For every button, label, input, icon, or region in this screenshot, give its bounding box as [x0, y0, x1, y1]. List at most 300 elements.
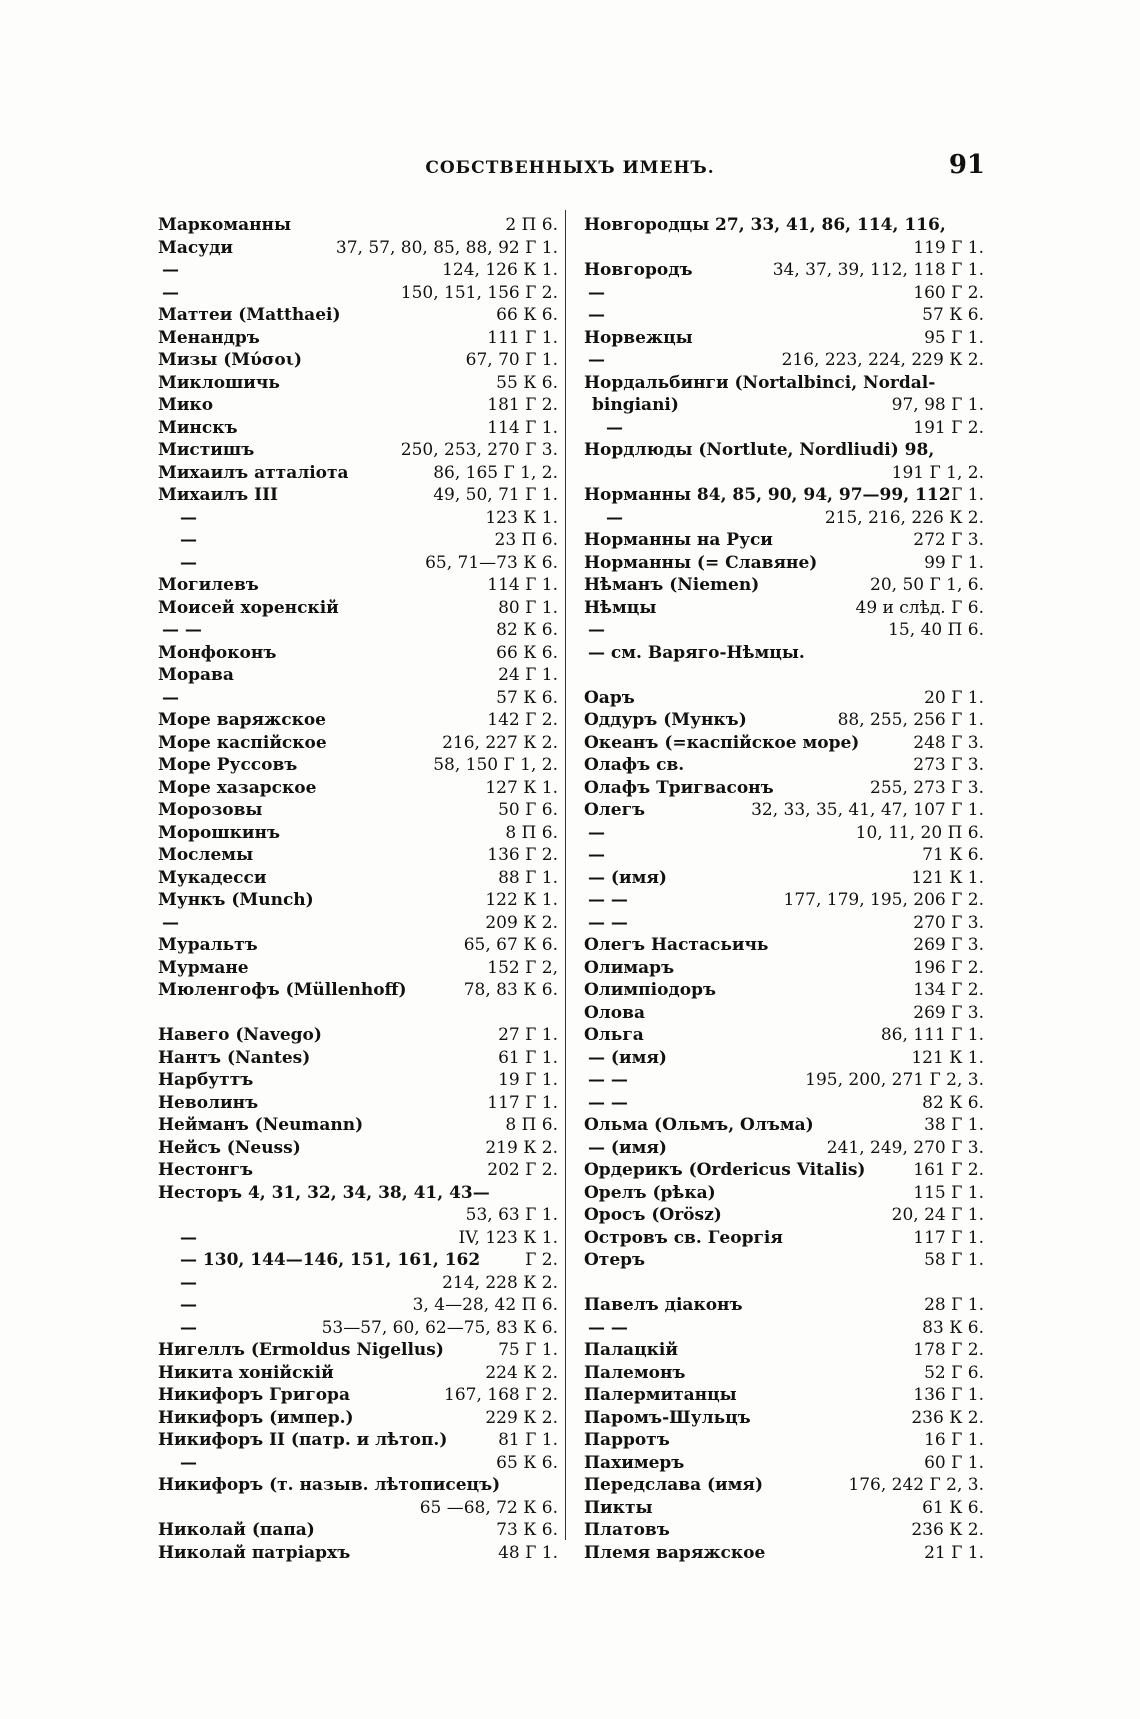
entry-reference: 58, 150 Г 1, 2. [433, 755, 558, 775]
entry-reference: 83 К 6. [922, 1317, 984, 1338]
entry-name: Мослемы [158, 845, 254, 865]
index-entry [158, 282, 558, 305]
entry-reference: 191 Г 2. [913, 417, 984, 438]
entry-reference: 55 К 6. [496, 372, 558, 393]
entry-name: Олегъ [584, 800, 646, 820]
entry-reference: 65 К 6. [496, 1452, 558, 1473]
entry-reference: 32, 33, 35, 41, 47, 107 Г 1. [751, 800, 984, 820]
entry-name: — [180, 552, 197, 573]
index-entry [584, 619, 984, 642]
column-divider [565, 210, 566, 1540]
entry-name: Море Руссовъ [158, 755, 298, 775]
entry-name: Нантъ (Nantes) [158, 1047, 311, 1068]
entry-name: Морозовы [158, 800, 263, 820]
entry-name: Нордальбинги (Nortalbinci, Nordal- [584, 372, 936, 393]
entry-name: Передслава (имя) [584, 1475, 764, 1495]
entry-reference: 269 Г 3. [913, 1002, 984, 1023]
entry-name: — [162, 260, 179, 280]
entry-name: Неволинъ [158, 1092, 259, 1113]
entry-reference: 66 К 6. [496, 642, 558, 663]
entry-reference: 57 К 6. [496, 687, 558, 708]
entry-reference: 114 Г 1. [487, 417, 558, 438]
index-entry [158, 237, 558, 260]
entry-reference: 127 К 1. [485, 777, 558, 798]
index-entry [584, 822, 984, 845]
entry-name: Нейсъ (Neuss) [158, 1137, 301, 1158]
index-entry [584, 1069, 984, 1092]
index-entry [584, 1092, 984, 1115]
running-head: СОБСТВЕННЫХЪ ИМЕНЪ. [425, 158, 715, 178]
entry-name: Нордлюды (Nortlute, Nordliudi) 98, [584, 440, 935, 460]
entry-name: Море каспійское [158, 732, 327, 753]
entry-reference: 58 Г 1. [924, 1250, 984, 1270]
entry-reference: 178 Г 2. [913, 1340, 984, 1360]
entry-reference: 23 П 6. [494, 530, 558, 550]
entry-name: Палемонъ [584, 1362, 686, 1383]
index-entry [584, 1114, 984, 1137]
index-entry [158, 574, 558, 597]
entry-reference: 136 Г 1. [913, 1385, 984, 1405]
entry-name: — [162, 912, 179, 933]
index-entry [158, 1384, 558, 1407]
index-entry [584, 1317, 984, 1340]
index-entry [584, 844, 984, 867]
index-entry [584, 1474, 984, 1497]
entry-name: Пахимеръ [584, 1452, 685, 1473]
index-entry [584, 934, 984, 957]
index-entry [158, 1092, 558, 1115]
index-entry [584, 349, 984, 372]
entry-name: Пикты [584, 1497, 653, 1518]
entry-name: Маттеи (Matthaei) [158, 305, 341, 325]
entry-name: — [588, 822, 605, 843]
entry-reference: 37, 57, 80, 85, 88, 92 Г 1. [335, 237, 558, 258]
index-entry [584, 1204, 984, 1227]
entry-reference: 270 Г 3. [913, 912, 984, 933]
entry-name: — [180, 1272, 197, 1293]
entry-name: Мункъ (Munch) [158, 890, 314, 910]
index-entry [584, 1182, 984, 1205]
index-entry [158, 1069, 558, 1092]
index-entry [158, 394, 558, 417]
entry-name: Паромъ-Шульцъ [584, 1407, 751, 1428]
entry-reference: 202 Г 2. [487, 1160, 558, 1180]
entry-reference: 73 К 6. [496, 1520, 558, 1540]
index-entry [584, 1002, 984, 1025]
index-entry [158, 1204, 558, 1227]
entry-name: Муральтъ [158, 935, 258, 955]
index-entry [584, 552, 984, 575]
entry-name: — — [588, 912, 628, 933]
entry-reference: 53—57, 60, 62—75, 83 К 6. [321, 1317, 558, 1338]
index-entry [158, 484, 558, 507]
index-entry [584, 912, 984, 935]
index-entry [584, 687, 984, 710]
entry-reference: 61 Г 1. [498, 1047, 558, 1068]
entry-name: — — [588, 1317, 628, 1338]
entry-reference: 21 Г 1. [924, 1542, 984, 1563]
index-entry [584, 1519, 984, 1542]
index-entry [158, 1227, 558, 1250]
entry-reference: 48 Г 1. [498, 1542, 558, 1563]
index-entry [158, 1047, 558, 1070]
entry-reference: 219 К 2. [485, 1137, 558, 1158]
entry-name: Оаръ [584, 687, 635, 708]
entry-name: Мистишъ [158, 440, 255, 460]
index-entry [158, 417, 558, 440]
index-entry [158, 1429, 558, 1452]
index-entry [158, 552, 558, 575]
entry-reference: 229 К 2. [485, 1407, 558, 1428]
entry-reference: 16 Г 1. [924, 1430, 984, 1450]
index-entry [158, 1317, 558, 1340]
index-entry [158, 1474, 558, 1497]
index-entry [158, 934, 558, 957]
entry-name: Никифоръ Григора [158, 1385, 350, 1405]
index-entry [158, 1114, 558, 1137]
entry-reference: 117 Г 1. [913, 1227, 984, 1248]
entry-name: Маркоманны [158, 215, 292, 235]
entry-name: Никита хонійскій [158, 1362, 334, 1383]
index-entry [584, 979, 984, 1002]
index-entry [158, 304, 558, 327]
index-entry [158, 1542, 558, 1565]
entry-reference: 65 —68, 72 К 6. [419, 1497, 558, 1518]
entry-name: — [180, 1452, 197, 1473]
entry-name: bingiani) [592, 395, 679, 415]
index-entry [584, 259, 984, 282]
index-entry [584, 417, 984, 440]
index-entry [584, 237, 984, 260]
index-entry [158, 1159, 558, 1182]
index-entry [584, 1542, 984, 1565]
index-entry [584, 394, 984, 417]
entry-reference: 142 Г 2. [487, 710, 558, 730]
entry-reference: 177, 179, 195, 206 Г 2. [783, 890, 984, 910]
index-entry [584, 1227, 984, 1250]
index-entry [158, 529, 558, 552]
entry-name: — [162, 687, 179, 708]
entry-reference: 19 Г 1. [498, 1070, 558, 1090]
entry-reference: 124, 126 К 1. [442, 260, 558, 280]
entry-name: — 130, 144—146, 151, 161, 162 [180, 1250, 481, 1270]
index-entry [158, 1519, 558, 1542]
entry-name: Павелъ діаконъ [584, 1295, 743, 1315]
entry-name: — — [588, 890, 628, 910]
entry-name: Норвежцы [584, 327, 693, 348]
entry-name: Олафъ св. [584, 755, 685, 775]
entry-name: Оддуръ (Мункъ) [584, 710, 747, 730]
entry-reference: 8 П 6. [505, 1115, 558, 1135]
index-entry [584, 709, 984, 732]
entry-reference: 161 Г 2. [913, 1160, 984, 1180]
index-entry [584, 777, 984, 800]
entry-reference: 117 Г 1. [487, 1092, 558, 1113]
entry-reference: 152 Г 2, [487, 957, 558, 978]
index-entry [584, 507, 984, 530]
index-entry [158, 372, 558, 395]
entry-name: Ольга [584, 1025, 644, 1045]
index-entry [158, 462, 558, 485]
entry-name: Норманны (= Славяне) [584, 552, 818, 573]
entry-name: — см. Варяго-Нѣмцы. [588, 642, 805, 663]
entry-name: Олегъ Настасьичь [584, 935, 769, 955]
entry-reference: 191 Г 1, 2. [891, 462, 984, 483]
entry-name: Ольма (Ольмъ, Олъма) [584, 1115, 814, 1135]
section-gap [158, 1002, 558, 1025]
entry-reference: 71 К 6. [922, 845, 984, 865]
index-entry [158, 979, 558, 1002]
entry-reference: 195, 200, 271 Г 2, 3. [805, 1070, 984, 1090]
index-entry [584, 597, 984, 620]
entry-reference: 241, 249, 270 Г 3. [826, 1137, 984, 1158]
index-entry [158, 1339, 558, 1362]
index-column-right [584, 214, 984, 1564]
entry-name: Нейманъ (Neumann) [158, 1115, 364, 1135]
entry-reference: 167, 168 Г 2. [444, 1385, 558, 1405]
index-entry [158, 507, 558, 530]
index-entry [158, 1272, 558, 1295]
index-entry [584, 304, 984, 327]
index-entry [158, 1137, 558, 1160]
entry-name: — [606, 417, 623, 438]
entry-reference: 111 Г 1. [487, 327, 558, 348]
page-number: 91 [948, 150, 985, 180]
entry-reference: 80 Г 1. [498, 597, 558, 618]
index-entry [158, 1362, 558, 1385]
entry-name: Норманны 84, 85, 90, 94, 97—99, 112 [584, 485, 951, 505]
entry-reference: 160 Г 2. [913, 282, 984, 303]
entry-name: Менандръ [158, 327, 260, 348]
entry-reference: 136 Г 2. [487, 845, 558, 865]
entry-reference: 119 Г 1. [913, 237, 984, 258]
index-entry [584, 957, 984, 980]
entry-name: Океанъ (=каспійское море) [584, 732, 860, 753]
entry-reference: 27 Г 1. [498, 1025, 558, 1045]
entry-name: Мико [158, 395, 214, 415]
entry-reference: 24 Г 1. [498, 665, 558, 685]
index-entry [584, 732, 984, 755]
index-entry [584, 799, 984, 822]
entry-reference: 49 и слѣд. Г 6. [855, 597, 984, 618]
index-entry [158, 687, 558, 710]
index-entry [584, 462, 984, 485]
entry-reference: 123 К 1. [485, 507, 558, 528]
entry-name: Море хазарское [158, 777, 317, 798]
entry-reference: 255, 273 Г 3. [870, 777, 984, 798]
entry-reference: 88 Г 1. [498, 867, 558, 888]
entry-reference: 121 К 1. [911, 1047, 984, 1068]
entry-name: Несторъ 4, 31, 32, 34, 38, 41, 43— [158, 1182, 490, 1203]
entry-reference: 52 Г 6. [924, 1362, 984, 1383]
entry-reference: 224 К 2. [485, 1362, 558, 1383]
entry-name: Михаилъ III [158, 485, 278, 505]
index-entry [158, 1182, 558, 1205]
entry-reference: 3, 4—28, 42 П 6. [412, 1295, 558, 1315]
index-entry [158, 822, 558, 845]
entry-name: Никифоръ (т. назыв. лѣтописецъ) [158, 1475, 501, 1495]
entry-name: Олимаръ [584, 957, 675, 978]
index-entry [584, 1407, 984, 1430]
entry-name: Норманны на Руси [584, 530, 773, 550]
entry-name: Масуди [158, 237, 234, 258]
index-entry [584, 484, 984, 507]
index-entry [584, 1159, 984, 1182]
entry-name: — [588, 620, 605, 640]
index-entry [584, 214, 984, 237]
entry-name: — [180, 1317, 197, 1338]
entry-reference: 86, 111 Г 1. [880, 1025, 984, 1045]
index-entry [584, 282, 984, 305]
entry-name: Николай (папа) [158, 1520, 315, 1540]
index-entry [584, 1362, 984, 1385]
index-entry [584, 754, 984, 777]
index-entry [584, 1339, 984, 1362]
index-entry [584, 1024, 984, 1047]
entry-name: Нѣмцы [584, 597, 657, 618]
entry-name: — (имя) [588, 1137, 667, 1158]
entry-name: Моисей хоренскій [158, 597, 339, 618]
entry-reference: 248 Г 3. [913, 732, 984, 753]
entry-name: Мурмане [158, 957, 249, 978]
entry-name: Море варяжское [158, 710, 326, 730]
index-entry [584, 1497, 984, 1520]
entry-reference: 78, 83 К 6. [463, 980, 558, 1000]
entry-name: Морошкинъ [158, 822, 281, 843]
page-header [155, 150, 985, 186]
index-entry [584, 1452, 984, 1475]
entry-reference: 236 К 2. [911, 1407, 984, 1428]
entry-reference: 122 К 1. [485, 890, 558, 910]
index-entry [158, 349, 558, 372]
index-entry [158, 619, 558, 642]
entry-reference: 114 Г 1. [487, 575, 558, 595]
entry-reference: 176, 242 Г 2, 3. [848, 1475, 984, 1495]
entry-name: — [180, 530, 197, 550]
entry-name: Навего (Navego) [158, 1025, 322, 1045]
entry-reference: 181 Г 2. [487, 395, 558, 415]
entry-reference: 97, 98 Г 1. [891, 395, 984, 415]
entry-name: — — [588, 1092, 628, 1113]
entry-reference: 134 Г 2. [913, 980, 984, 1000]
index-entry [158, 732, 558, 755]
index-entry [158, 1452, 558, 1475]
index-entry [584, 327, 984, 350]
entry-name: Могилевъ [158, 575, 259, 595]
entry-reference: 196 Г 2. [913, 957, 984, 978]
index-entry [158, 1294, 558, 1317]
entry-reference: 38 Г 1. [924, 1115, 984, 1135]
entry-reference: 81 Г 1. [498, 1430, 558, 1450]
entry-reference: 20 Г 1. [924, 687, 984, 708]
entry-name: — [180, 507, 197, 528]
entry-name: — [588, 282, 605, 303]
entry-name: — — [162, 620, 202, 640]
entry-name: — [588, 305, 605, 325]
entry-reference: 95 Г 1. [924, 327, 984, 348]
index-entry [158, 214, 558, 237]
entry-name: Островъ св. Георгія [584, 1227, 783, 1248]
entry-reference: 99 Г 1. [924, 552, 984, 573]
index-entry [584, 439, 984, 462]
entry-name: — [180, 1295, 197, 1315]
entry-reference: 65, 67 К 6. [463, 935, 558, 955]
entry-name: Нѣманъ (Niemen) [584, 575, 760, 595]
entry-reference: 20, 24 Г 1. [891, 1205, 984, 1225]
entry-reference: 65, 71—73 К 6. [425, 552, 558, 573]
entry-reference: 82 К 6. [922, 1092, 984, 1113]
index-entry [584, 1047, 984, 1070]
entry-reference: 82 К 6. [496, 620, 558, 640]
entry-name: Парротъ [584, 1430, 670, 1450]
entry-reference: 57 К 6. [922, 305, 984, 325]
entry-name: Палацкій [584, 1340, 678, 1360]
index-entry [158, 957, 558, 980]
entry-name: Михаилъ атталіота [158, 462, 349, 483]
index-column-left [158, 214, 558, 1564]
index-entry [158, 889, 558, 912]
entry-reference: 272 Г 3. [913, 530, 984, 550]
entry-name: Платовъ [584, 1520, 670, 1540]
index-entry [584, 529, 984, 552]
index-entry [584, 574, 984, 597]
entry-name: Минскъ [158, 417, 238, 438]
entry-name: Миклошичь [158, 372, 280, 393]
entry-reference: 34, 37, 39, 112, 118 Г 1. [772, 260, 984, 280]
entry-reference: 86, 165 Г 1, 2. [433, 462, 558, 483]
index-entry [158, 327, 558, 350]
entry-name: Олафъ Тригвасонъ [584, 777, 774, 798]
entry-name: Орелъ (рѣка) [584, 1182, 716, 1203]
entry-name: Мукадесси [158, 867, 267, 888]
entry-reference: 20, 50 Г 1, 6. [870, 575, 984, 595]
index-entry [584, 372, 984, 395]
entry-reference: IV, 123 К 1. [458, 1227, 558, 1248]
index-entry [584, 642, 984, 665]
index-entry [158, 439, 558, 462]
index-entry [158, 754, 558, 777]
entry-name: Ордерикъ (Ordericus Vitalis) [584, 1160, 866, 1180]
index-entry [158, 709, 558, 732]
index-entry [158, 259, 558, 282]
entry-name: Никифоръ (импер.) [158, 1407, 354, 1428]
index-entry [584, 1429, 984, 1452]
index-entry [158, 642, 558, 665]
index-entry [158, 664, 558, 687]
index-entry [584, 1384, 984, 1407]
entry-name: — — [588, 1070, 628, 1090]
entry-reference: 121 К 1. [911, 867, 984, 888]
entry-reference: 209 К 2. [485, 912, 558, 933]
index-entry [158, 777, 558, 800]
index-entry [158, 1497, 558, 1520]
entry-reference: 28 Г 1. [924, 1295, 984, 1315]
index-entry [584, 889, 984, 912]
entry-name: Нестонгъ [158, 1160, 254, 1180]
entry-name: Палермитанцы [584, 1385, 737, 1405]
entry-reference: 67, 70 Г 1. [465, 350, 558, 370]
index-entry [584, 867, 984, 890]
entry-name: Олова [584, 1002, 645, 1023]
entry-name: — (имя) [588, 867, 667, 888]
section-gap [584, 664, 984, 687]
entry-reference: 216, 223, 224, 229 К 2. [781, 350, 984, 370]
index-entry [158, 1407, 558, 1430]
entry-reference: 215, 216, 226 К 2. [824, 507, 984, 528]
entry-name: — [588, 350, 605, 370]
entry-name: — [606, 507, 623, 528]
entry-name: Мюленгофъ (Müllenhoff) [158, 980, 407, 1000]
